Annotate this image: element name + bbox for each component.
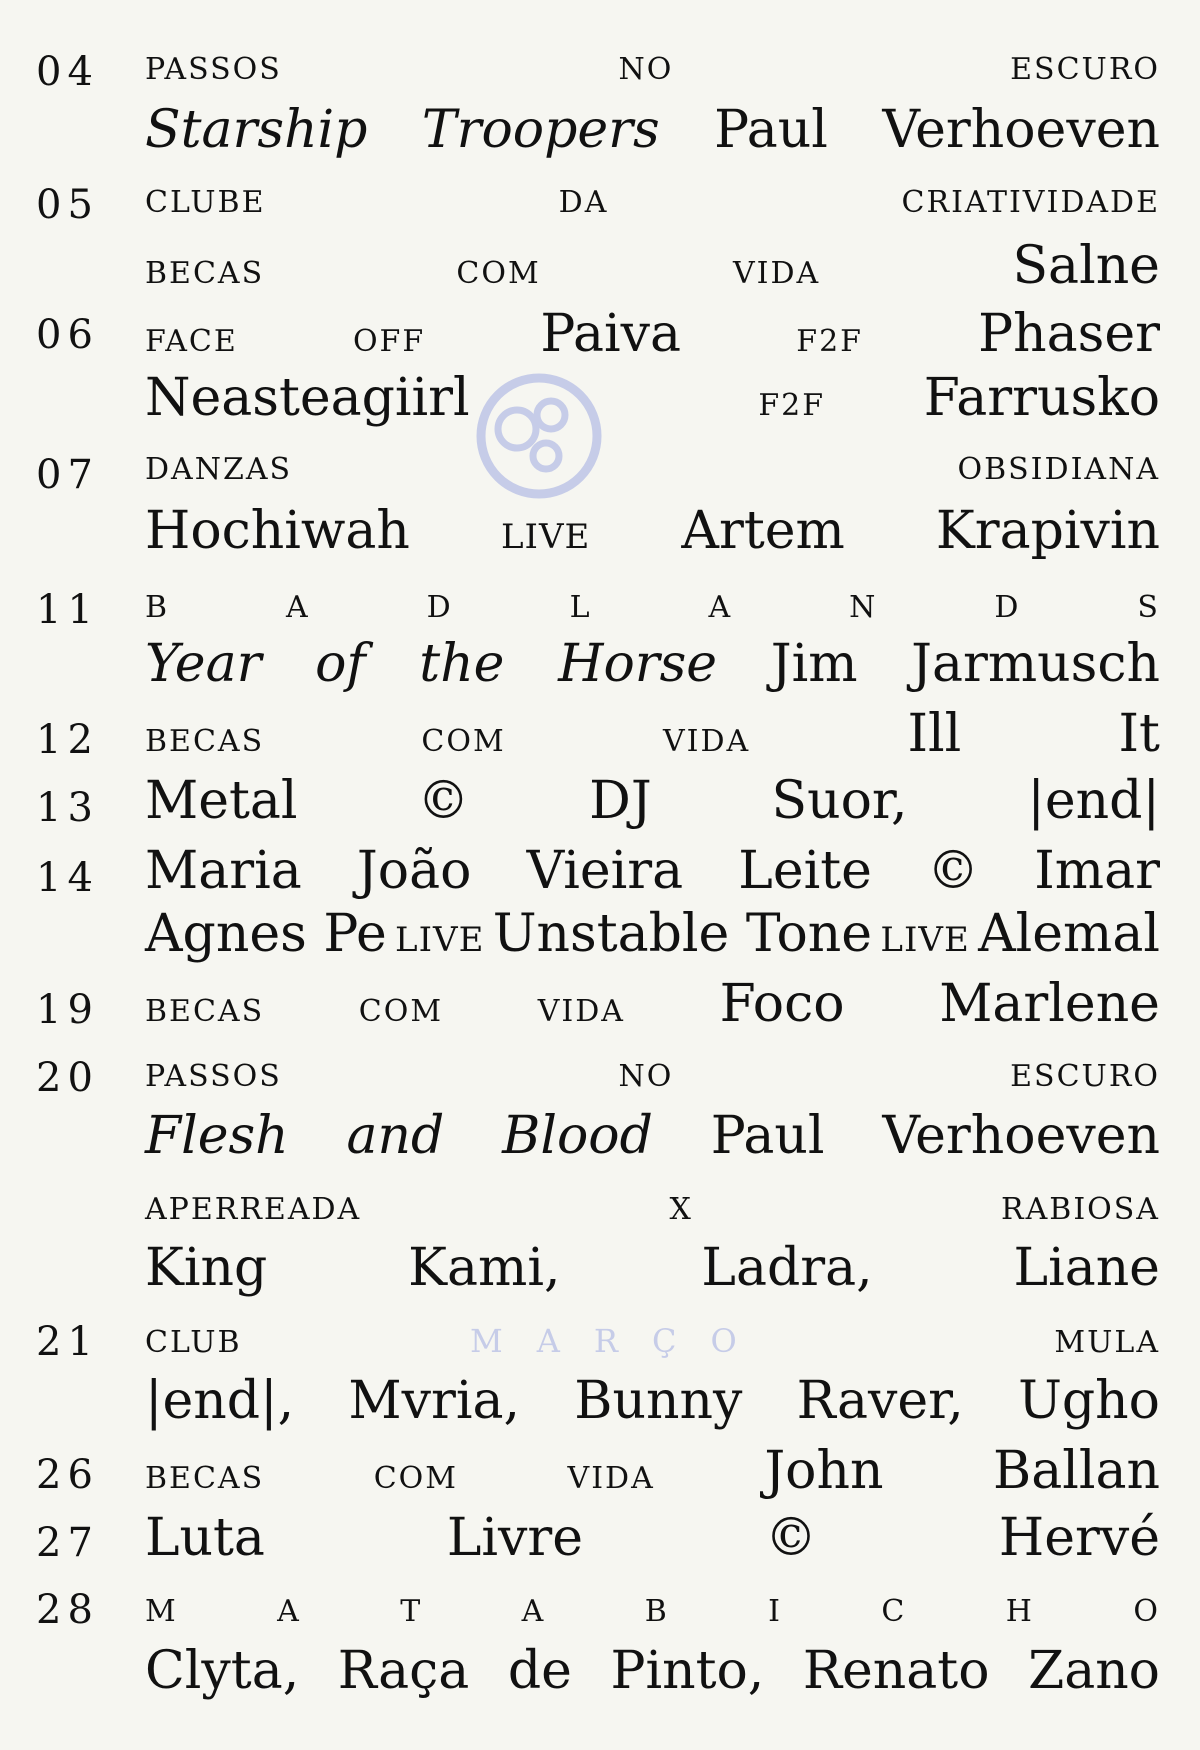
event-series-title <box>145 185 1160 220</box>
live-tag: LIVE <box>880 920 970 960</box>
live-tag: LIVE <box>395 920 485 960</box>
word: CLUB <box>145 1325 242 1360</box>
day-number: 06 <box>36 312 99 358</box>
word: Hervé <box>998 1508 1160 1568</box>
copyright-symbol: © <box>417 771 470 831</box>
live-tag: LIVE <box>500 517 591 557</box>
copyright-symbol: © <box>927 841 980 901</box>
film-title-word: Starship <box>145 100 368 160</box>
letter: D <box>426 590 453 625</box>
word: Bunny <box>574 1371 743 1431</box>
word: Metal <box>145 771 298 831</box>
three-circles-icon <box>475 372 603 500</box>
event-line <box>145 1106 1160 1166</box>
word: BECAS <box>145 256 265 291</box>
letter: B <box>644 1594 669 1629</box>
word: Jim <box>770 634 858 694</box>
film-title-word: and <box>346 1106 445 1166</box>
word: Liane <box>1013 1238 1160 1298</box>
film-title-word: Blood <box>502 1106 653 1166</box>
letter: O <box>1133 1594 1160 1629</box>
word: Agnes Pe <box>145 904 387 964</box>
word: Verhoeven <box>882 100 1160 160</box>
word: ESCURO <box>1010 1059 1160 1094</box>
letter: L <box>569 590 592 625</box>
word: VIDA <box>567 1461 655 1496</box>
letter: H <box>1005 1594 1034 1629</box>
film-title-word: Horse <box>558 634 718 694</box>
event-line <box>145 368 1160 428</box>
letter: A <box>708 590 733 625</box>
letter: M <box>145 1594 178 1629</box>
event-line <box>145 501 1160 561</box>
event-line <box>145 1238 1160 1298</box>
event-line <box>145 704 1160 764</box>
word: Raver, <box>796 1371 964 1431</box>
month-label: MARÇO <box>470 1322 771 1360</box>
event-line <box>145 771 1160 831</box>
word: DANZAS <box>145 452 293 487</box>
word: Alemal <box>978 904 1160 964</box>
word: FACE <box>145 324 238 359</box>
letter: A <box>521 1594 546 1629</box>
word: RABIOSA <box>1001 1192 1160 1227</box>
word: Clyta, <box>145 1641 300 1701</box>
word: Vieira <box>526 841 684 901</box>
word: Paul <box>710 1106 825 1166</box>
event-line <box>145 841 1160 901</box>
event-line <box>145 236 1160 296</box>
word: COM <box>358 994 444 1029</box>
word: Artem <box>681 501 845 561</box>
word: PASSOS <box>145 52 282 87</box>
word: Phaser <box>978 304 1160 364</box>
event-line <box>145 904 1160 964</box>
day-number: 21 <box>36 1319 99 1365</box>
day-number: 11 <box>36 587 99 633</box>
letter: C <box>881 1594 907 1629</box>
film-title-word: the <box>419 634 505 694</box>
word: Maria <box>145 841 302 901</box>
event-series-title-spaced <box>145 1594 1160 1629</box>
day-number: 19 <box>36 987 99 1033</box>
day-number: 07 <box>36 452 99 498</box>
word: Luta <box>145 1508 265 1568</box>
word: F2F <box>758 388 826 423</box>
word: Neasteagiirl <box>145 368 470 428</box>
letter: I <box>768 1594 783 1629</box>
word: X <box>669 1192 693 1227</box>
day-number: 27 <box>36 1520 99 1566</box>
word: Farrusko <box>923 368 1160 428</box>
event-series-title <box>145 1192 1160 1227</box>
word: COM <box>421 724 506 759</box>
day-number: 20 <box>36 1055 99 1101</box>
word: Krapivin <box>935 501 1160 561</box>
word: F2F <box>796 324 863 359</box>
event-line <box>145 1371 1160 1431</box>
word: Livre <box>446 1508 584 1568</box>
word: Ugho <box>1018 1371 1160 1431</box>
word: Unstable Tone <box>492 904 873 964</box>
event-line <box>145 634 1160 694</box>
word: Pinto, <box>610 1641 765 1701</box>
film-title-word: Troopers <box>421 100 660 160</box>
word: NO <box>618 52 674 87</box>
word: Ill <box>907 704 962 764</box>
film-title-word: Year <box>145 634 262 694</box>
word: Ladra, <box>701 1238 873 1298</box>
event-series-title <box>145 52 1160 87</box>
word: Raça <box>337 1641 470 1701</box>
word: Suor, <box>771 771 908 831</box>
event-series-title <box>145 1059 1160 1094</box>
word: Hochiwah <box>145 501 410 561</box>
day-number: 26 <box>36 1452 99 1498</box>
word: MULA <box>1054 1325 1160 1360</box>
event-line <box>145 1441 1160 1501</box>
letter: A <box>286 590 310 625</box>
event-line <box>145 100 1160 160</box>
event-line <box>145 304 1160 364</box>
letter: T <box>400 1594 423 1629</box>
word: Marlene <box>939 974 1160 1034</box>
word: John <box>764 1441 884 1501</box>
word: BECAS <box>145 994 265 1029</box>
event-line <box>145 1508 1160 1568</box>
event-line <box>145 974 1160 1034</box>
day-number: 13 <box>36 785 99 831</box>
word: VIDA <box>662 724 751 759</box>
day-number: 04 <box>36 49 99 95</box>
day-number: 05 <box>36 182 99 228</box>
word: CRIATIVIDADE <box>901 185 1160 220</box>
word: Leite <box>738 841 872 901</box>
word: NO <box>618 1059 674 1094</box>
word: Paul <box>714 100 828 160</box>
event-series-title-spaced <box>145 590 1160 625</box>
event-line <box>145 1641 1160 1701</box>
letter: N <box>849 590 878 625</box>
film-title-word: of <box>315 634 366 694</box>
word: Ballan <box>993 1441 1160 1501</box>
word: BECAS <box>145 724 265 759</box>
word: CLUBE <box>145 185 266 220</box>
word: APERREADA <box>145 1192 362 1227</box>
film-title-word: Flesh <box>145 1106 289 1166</box>
word: COM <box>456 256 541 291</box>
word: DA <box>558 185 609 220</box>
word: VIDA <box>732 256 821 291</box>
word: Paiva <box>540 304 682 364</box>
day-number: 14 <box>36 855 99 901</box>
word: PASSOS <box>145 1059 282 1094</box>
word: |end|, <box>145 1371 295 1431</box>
event-series-title <box>145 452 1160 487</box>
word: Kami, <box>408 1238 561 1298</box>
letter: B <box>145 590 170 625</box>
word: COM <box>373 1461 458 1496</box>
word: Foco <box>719 974 845 1034</box>
word: Verhoeven <box>882 1106 1160 1166</box>
day-number: 28 <box>36 1587 99 1633</box>
word: It <box>1118 704 1160 764</box>
word: |end| <box>1027 771 1160 831</box>
word: Zano <box>1028 1641 1160 1701</box>
word: Renato <box>802 1641 990 1701</box>
word: Salne <box>1012 236 1160 296</box>
word: OBSIDIANA <box>957 452 1160 487</box>
day-number: 12 <box>36 717 99 763</box>
word: João <box>356 841 472 901</box>
word: Mvria, <box>348 1371 521 1431</box>
copyright-symbol: © <box>764 1508 817 1568</box>
word: OFF <box>352 324 426 359</box>
word: ESCURO <box>1010 52 1160 87</box>
word: BECAS <box>145 1461 265 1496</box>
word: King <box>145 1238 268 1298</box>
letter: A <box>277 1594 301 1629</box>
word: VIDA <box>537 994 625 1029</box>
word: Jarmusch <box>911 634 1160 694</box>
word: de <box>507 1641 572 1701</box>
letter: D <box>994 590 1021 625</box>
word: Imar <box>1034 841 1160 901</box>
letter: S <box>1137 590 1160 625</box>
word: DJ <box>589 771 652 831</box>
